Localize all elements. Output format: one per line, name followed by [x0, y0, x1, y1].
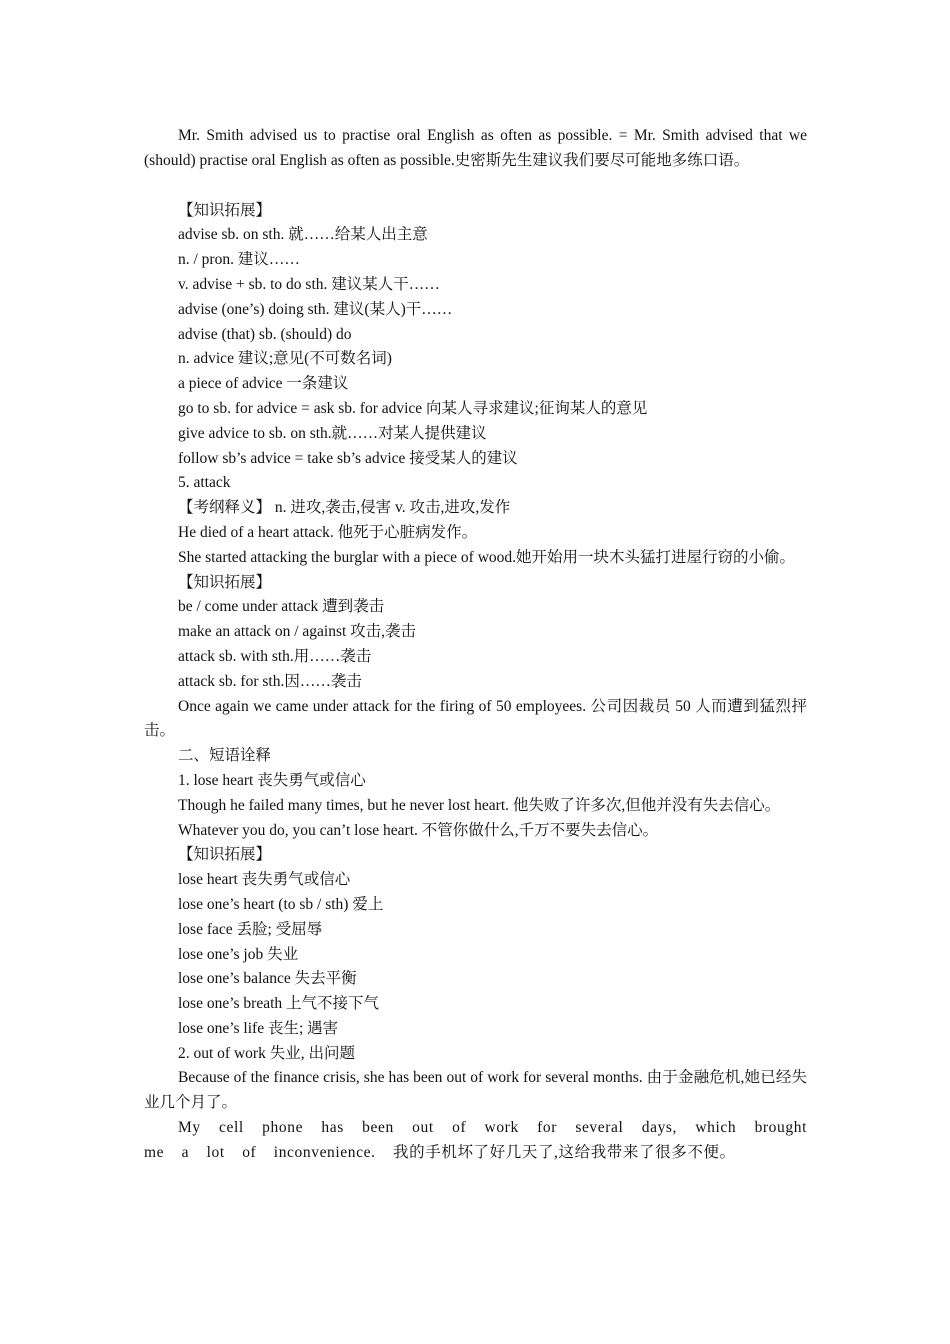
text-line: lose one’s life 丧生; 遇害	[178, 1019, 339, 1037]
text-line: 2. out of work 失业, 出问题	[178, 1044, 355, 1062]
text-line: attack sb. for sth.因……袭击	[178, 672, 362, 690]
text-line: follow sb’s advice = take sb’s advice 接受某人的建议	[178, 449, 518, 467]
text-line: 【知识拓展】	[178, 573, 272, 591]
text-line: v. advise + sb. to do sth. 建议某人干……	[178, 275, 440, 293]
text-line: give advice to sb. on sth.就……对某人提供建议	[178, 424, 487, 442]
text-line: lose one’s job 失业	[178, 945, 299, 963]
text-line: advise (one’s) doing sth. 建议(某人)干……	[178, 300, 453, 318]
paragraph: Once again we came under attack for the firing of 50 employees. 公司因裁员 50 人而遭到猛烈抨击。	[144, 697, 807, 740]
text-line: be / come under attack 遭到袭击	[178, 598, 385, 616]
text-line: a piece of advice 一条建议	[178, 375, 349, 393]
text-line: He died of a heart attack. 他死于心脏病发作。	[178, 523, 478, 541]
text-line: n. advice 建议;意见(不可数名词)	[178, 350, 392, 368]
paragraph: She started attacking the burglar with a piece of wood.她开始用一块木头猛打进屋行窃的小偷。	[178, 548, 796, 566]
text-line: attack sb. with sth.用……袭击	[178, 647, 372, 665]
text-line: 二、短语诠释	[178, 747, 272, 765]
text-line: 【知识拓展】	[178, 201, 272, 219]
blank-line	[144, 174, 807, 199]
text-line: advise sb. on sth. 就……给某人出主意	[178, 226, 428, 244]
text-line: Whatever you do, you can’t lose heart. 不管你做什么,千万不要失去信心。	[178, 821, 659, 839]
document-page	[144, 124, 807, 1166]
text-line: n. / pron. 建议……	[178, 251, 300, 269]
paragraph: My cell phone has been out of work for several days, which brought me a lot of inconvenience. 我的手机坏了好几天了,这给我带来了很多不便。	[144, 1119, 807, 1161]
paragraph: Mr. Smith advised us to practise oral English as often as possible. = Mr. Smith advised that we (should) practise oral English as often as possible.史密斯先生建议我们要尽可能地多练口语。	[144, 127, 807, 169]
text-line: lose one’s heart (to sb / sth) 爱上	[178, 895, 384, 913]
text-line: lose heart 丧失勇气或信心	[178, 871, 351, 889]
text-line: 【考纲释义】 n. 进攻,袭击,侵害 v. 攻击,进攻,发作	[178, 499, 511, 517]
text-line: advise (that) sb. (should) do	[178, 325, 352, 343]
text-line: go to sb. for advice = ask sb. for advice 向某人寻求建议;征询某人的意见	[178, 399, 648, 417]
text-line: lose one’s breath 上气不接下气	[178, 995, 380, 1013]
text-line: 1. lose heart 丧失勇气或信心	[178, 771, 366, 789]
text-line: lose face 丢脸; 受屈辱	[178, 920, 323, 938]
text-line: make an attack on / against 攻击,袭击	[178, 623, 417, 641]
paragraph: Because of the finance crisis, she has been out of work for several months. 由于金融危机,她已经失业几个月了。	[144, 1069, 807, 1112]
text-line: 【知识拓展】	[178, 846, 272, 864]
text-line: lose one’s balance 失去平衡	[178, 970, 357, 988]
paragraph: Though he failed many times, but he never lost heart. 他失败了许多次,但他并没有失去信心。	[178, 796, 781, 814]
text-line: 5. attack	[178, 474, 231, 492]
